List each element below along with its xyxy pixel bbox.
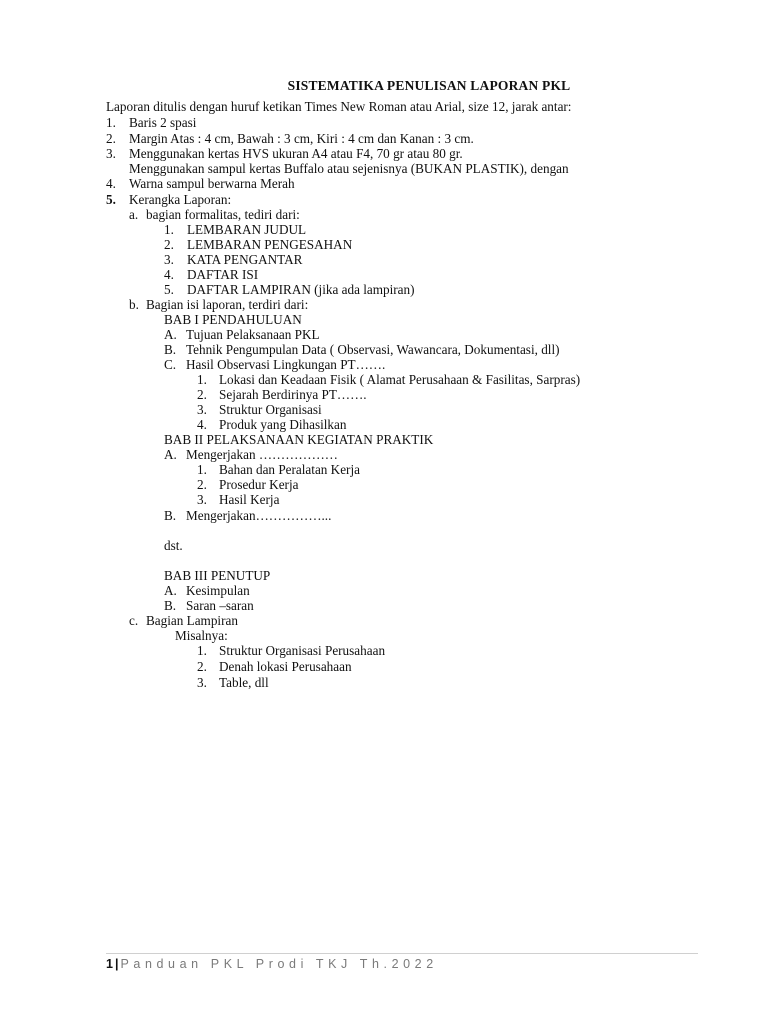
bab1-sub-1: Lokasi dan Keadaan Fisik ( Alamat Perusahaan & Fasilitas, Sarpras) <box>219 372 581 387</box>
rule-2-text: Margin Atas : 4 cm, Bawah : 3 cm, Kiri : 4 cm dan Kanan : 3 cm. <box>129 131 474 146</box>
bab1-sub-2: Sejarah Berdirinya PT……. <box>219 387 367 402</box>
bab1-sub-4-number: 4. <box>197 417 207 432</box>
bab1-sub-2-number: 2. <box>197 387 207 402</box>
rule-4-text: Warna sampul berwarna Merah <box>129 176 295 191</box>
bab2-item-b-number: B. <box>164 508 177 523</box>
bab1-sub-1-number: 1. <box>197 372 207 387</box>
bab2-sub-1-number: 1. <box>197 462 207 477</box>
bab3-item-b: Saran –saran <box>186 598 254 613</box>
bab3-item-a-number: A. <box>164 583 177 598</box>
rule-2-number: 2. <box>106 131 116 146</box>
section-c-item-3-number: 3. <box>197 675 207 690</box>
footer-divider <box>106 953 698 954</box>
bab2-sub-2-number: 2. <box>197 477 207 492</box>
section-c-label: c. <box>129 613 139 628</box>
rule-3-continuation: Menggunakan sampul kertas Buffalo atau sejenisnya (BUKAN PLASTIK), dengan <box>129 161 569 176</box>
section-c-item-3: Table, dll <box>219 675 269 690</box>
page-title: SISTEMATIKA PENULISAN LAPORAN PKL <box>287 78 571 93</box>
bab1-title: BAB I PENDAHULUAN <box>164 312 302 327</box>
section-b-text: Bagian isi laporan, terdiri dari: <box>146 297 309 312</box>
bab3-title: BAB III PENUTUP <box>164 568 271 583</box>
bab2-item-a: Mengerjakan ……………… <box>186 447 338 462</box>
section-c-text: Bagian Lampiran <box>146 613 238 628</box>
section-a-item-5-number: 5. <box>164 282 174 297</box>
bab1-item-a-number: A. <box>164 327 177 342</box>
section-c-item-2: Denah lokasi Perusahaan <box>219 659 352 674</box>
bab1-sub-3: Struktur Organisasi <box>219 402 322 417</box>
rule-3-number: 3. <box>106 146 116 161</box>
page-number: 1 <box>106 957 113 971</box>
section-a-item-2: LEMBARAN PENGESAHAN <box>187 237 353 252</box>
dst-text: dst. <box>164 538 183 553</box>
section-a-item-4: DAFTAR ISI <box>187 267 259 282</box>
bab2-sub-1: Bahan dan Peralatan Kerja <box>219 462 360 477</box>
misalnya-text: Misalnya: <box>175 628 228 643</box>
section-c-item-2-number: 2. <box>197 659 207 674</box>
rule-1-text: Baris 2 spasi <box>129 115 197 130</box>
section-a-item-5: DAFTAR LAMPIRAN (jika ada lampiran) <box>187 282 415 297</box>
bab1-item-c-number: C. <box>164 357 177 372</box>
bab1-item-b: Tehnik Pengumpulan Data ( Observasi, Wawancara, Dokumentasi, dll) <box>186 342 560 357</box>
rule-4-number: 4. <box>106 176 116 191</box>
bab1-sub-3-number: 3. <box>197 402 207 417</box>
bab1-sub-4: Produk yang Dihasilkan <box>219 417 347 432</box>
bab2-item-a-number: A. <box>164 447 177 462</box>
section-b-label: b. <box>129 297 139 312</box>
section-a-item-1: LEMBARAN JUDUL <box>187 222 307 237</box>
bab1-item-b-number: B. <box>164 342 177 357</box>
rule-3-text: Menggunakan kertas HVS ukuran A4 atau F4, 70 gr atau 80 gr. <box>129 146 463 161</box>
bab3-item-a: Kesimpulan <box>186 583 250 598</box>
footer-separator: | <box>114 957 119 971</box>
bab2-item-b: Mengerjakan……………... <box>186 508 332 523</box>
bab1-item-a: Tujuan Pelaksanaan PKL <box>186 327 320 342</box>
bab3-item-b-number: B. <box>164 598 177 613</box>
section-a-item-3: KATA PENGANTAR <box>187 252 303 267</box>
section-a-label: a. <box>129 207 139 222</box>
section-c-item-1-number: 1. <box>197 643 207 658</box>
bab2-sub-2: Prosedur Kerja <box>219 477 299 492</box>
rule-5-number: 5. <box>106 192 116 207</box>
section-a-item-2-number: 2. <box>164 237 174 252</box>
rule-5-text: Kerangka Laporan: <box>129 192 232 207</box>
page-footer <box>106 956 438 972</box>
section-a-item-4-number: 4. <box>164 267 174 282</box>
footer-text: Panduan PKL Prodi TKJ Th.2022 <box>120 957 438 971</box>
rule-1-number: 1. <box>106 115 116 130</box>
bab2-sub-3: Hasil Kerja <box>219 492 280 507</box>
section-a-item-3-number: 3. <box>164 252 174 267</box>
section-a-item-1-number: 1. <box>164 222 174 237</box>
section-c-item-1: Struktur Organisasi Perusahaan <box>219 643 386 658</box>
bab2-sub-3-number: 3. <box>197 492 207 507</box>
bab1-item-c: Hasil Observasi Lingkungan PT……. <box>186 357 386 372</box>
intro-text: Laporan ditulis dengan huruf ketikan Times New Roman atau Arial, size 12, jarak antar: <box>106 99 572 114</box>
bab2-title: BAB II PELAKSANAAN KEGIATAN PRAKTIK <box>164 432 434 447</box>
section-a-text: bagian formalitas, tediri dari: <box>146 207 300 222</box>
